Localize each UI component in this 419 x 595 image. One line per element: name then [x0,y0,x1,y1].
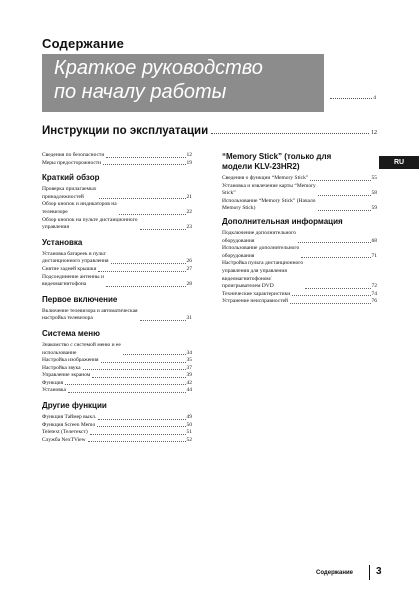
section-heading [222,152,377,172]
toc-entry[interactable] [42,251,192,266]
footer-divider [369,565,370,580]
section-heading [222,217,377,227]
toc-entry-page: 22 [186,208,192,215]
dot-leader [140,229,186,230]
dot-leader [97,426,185,427]
dot-leader [119,214,186,215]
toc-entry-text: Сведения о функции “Memory Stick” [222,175,309,181]
toc-entry-text: Управление экраном [42,372,91,379]
operating-instructions-page: 12 [371,130,377,136]
toc-left-column [42,152,192,444]
toc-entry[interactable] [222,198,377,213]
toc-entry-page: 21 [186,193,192,200]
toc-entry-page: 59 [371,205,377,212]
toc-entry[interactable] [42,414,192,422]
toc-entry-text: Проверка прилагаемых принадлежностей [42,186,97,200]
page-title: Содержание [42,36,125,51]
toc-entry[interactable] [222,230,377,245]
toc-entry-page: 42 [186,379,192,386]
toc-entry-page: 49 [186,414,192,421]
toc-entry-text: Снятие задней крышки [42,265,97,272]
quick-guide-title[interactable] [54,56,263,104]
toc-entry-text: Установка батареек в пульт дистанционного управления [42,250,109,265]
section-heading-line: модели KLV-23HR2) [222,162,300,171]
toc-entry[interactable] [42,308,192,323]
toc-entry-page: 23 [186,224,192,231]
toc-entry-text: Настройка изображения [42,357,99,364]
toc-entry-page: 27 [186,265,192,272]
toc-entry[interactable] [42,217,192,232]
toc-entry-text: Использование “Memory Stick” (Начало Memory Stick) [222,197,316,212]
toc-entry-page: 12 [186,152,192,158]
toc-entry-page: 39 [186,372,192,379]
toc-entry-page: 55 [371,175,377,181]
toc-entry[interactable] [222,183,377,198]
toc-entry-page: 26 [186,258,192,265]
dot-leader [65,384,185,385]
toc-entry-page: 44 [186,387,192,394]
dot-leader [106,157,185,158]
toc-entry-text: Настройка пульта дистанционного управления для управления видеомагнитофоном/ проигрывателем DVD [222,260,304,290]
toc-entry-page: 68 [371,237,377,244]
toc-entry[interactable] [42,372,192,380]
toc-entry-text: Обзор кнопок на пульте дистанционного управления [42,216,138,231]
dot-leader [305,288,370,289]
toc-entry-page: 71 [371,252,377,259]
toc-entry[interactable] [222,260,377,290]
toc-entry[interactable] [42,201,192,216]
footer-section-label: Содержание [316,570,353,576]
toc-entry-page: 76 [371,298,377,305]
toc-entry-text: Устранение неисправностей [222,298,288,305]
dot-leader [298,242,370,243]
toc-entry[interactable] [42,357,192,365]
dot-leader [103,164,185,165]
dot-leader [106,286,186,287]
dot-leader [292,295,370,296]
dot-leader [68,392,186,393]
toc-entry-text: Меры предосторожности [42,159,102,166]
toc-entry[interactable] [222,298,377,306]
toc-entry-text: Включение телевизора и автоматическая настройка телевизора [42,307,138,322]
toc-entry-text: Функция Таймер выкл. [42,414,97,421]
toc-entry[interactable] [42,160,192,168]
section-heading: Первое включение [42,294,118,304]
toc-entry-text: Технические характеристики [222,290,291,297]
dot-leader [310,180,370,181]
dot-leader [318,210,371,211]
toc-entry-text: Использование дополнительного оборудования [222,245,300,259]
toc-entry[interactable] [42,186,192,201]
toc-entry-page: 35 [186,357,192,364]
toc-entry-text: Функция Screen Memo [42,421,96,428]
dot-leader [318,195,371,196]
dot-leader [123,354,186,355]
dot-leader [90,434,186,435]
dot-leader [99,198,186,199]
toc-entry[interactable] [42,437,192,445]
toc-entry-text: Teletext (Телетекст) [42,429,88,436]
toc-entry-text: Обзор кнопок и индикаторов на телевизоре [42,201,117,215]
toc-entry[interactable] [42,266,192,274]
toc-entry-page: 72 [371,283,377,290]
toc-entry[interactable] [42,429,192,437]
section-heading-line: Дополнительная информация [222,216,343,226]
section-heading: Другие функции [42,401,107,411]
toc-right-column [222,152,377,306]
quick-guide-page-ref[interactable] [330,95,376,101]
toc-entry-page: 74 [371,290,377,297]
quick-guide-page: 4 [373,95,376,101]
toc-entry-page: 34 [186,349,192,356]
toc-entry-page: 28 [186,281,192,288]
operating-instructions-heading[interactable] [42,125,377,137]
toc-entry-page: 52 [186,436,192,443]
toc-entry-text: Установка [42,387,66,394]
toc-entry-page: 51 [186,429,192,436]
toc-entry-text: Подсоединение антенны и видеомагнитофона [42,273,104,288]
section-heading: Установка [42,237,83,247]
toc-entry[interactable] [42,380,192,388]
toc-entry-text: Функция [42,379,64,386]
toc-entry-text: Подключение дополнительного оборудования [222,229,297,244]
dot-leader [98,271,185,272]
dot-leader [101,362,186,363]
footer-page-number: 3 [376,566,382,577]
dot-leader [92,377,185,378]
dot-leader [88,441,186,442]
toc-entry[interactable] [42,274,192,289]
dot-leader [83,369,186,370]
dot-leader [290,303,371,304]
section-heading: Система меню [42,328,100,338]
toc-entry-page: 31 [186,315,192,322]
toc-entry[interactable] [222,175,377,183]
toc-entry-text: Установка и извлечение карты “Memory Stick” [222,182,316,197]
toc-entry[interactable] [42,387,192,395]
toc-entry-page: 19 [186,159,192,166]
toc-entry-text: Служба NexTView [42,436,86,443]
quick-guide-title-line-1: Краткое руководство [54,57,263,79]
dot-leader [98,419,185,420]
toc-entry-page: 58 [371,190,377,197]
dot-leader [140,320,186,321]
toc-entry-page: 50 [186,421,192,428]
dot-leader [211,133,369,134]
toc-entry[interactable] [42,342,192,357]
dot-leader [301,257,370,258]
language-tab: RU [379,156,419,169]
toc-entry-page: 37 [186,364,192,371]
toc-entry-text: Сведения по безопасности [42,152,105,158]
toc-entry[interactable] [222,245,377,260]
section-heading: Краткий обзор [42,173,100,183]
toc-entry-text: Настройка звука [42,364,81,371]
dot-leader [111,263,186,264]
operating-instructions-title: Инструкции по эксплуатации [42,125,209,137]
section-heading-line: “Memory Stick” (только для [222,152,332,161]
toc-entry-text: Знакомство с системой меню и ее использование [42,341,121,356]
toc-entry[interactable] [42,365,192,373]
dot-leader [330,98,372,99]
toc-entry[interactable] [42,152,192,160]
quick-guide-title-line-2: по началу работы [54,81,227,103]
